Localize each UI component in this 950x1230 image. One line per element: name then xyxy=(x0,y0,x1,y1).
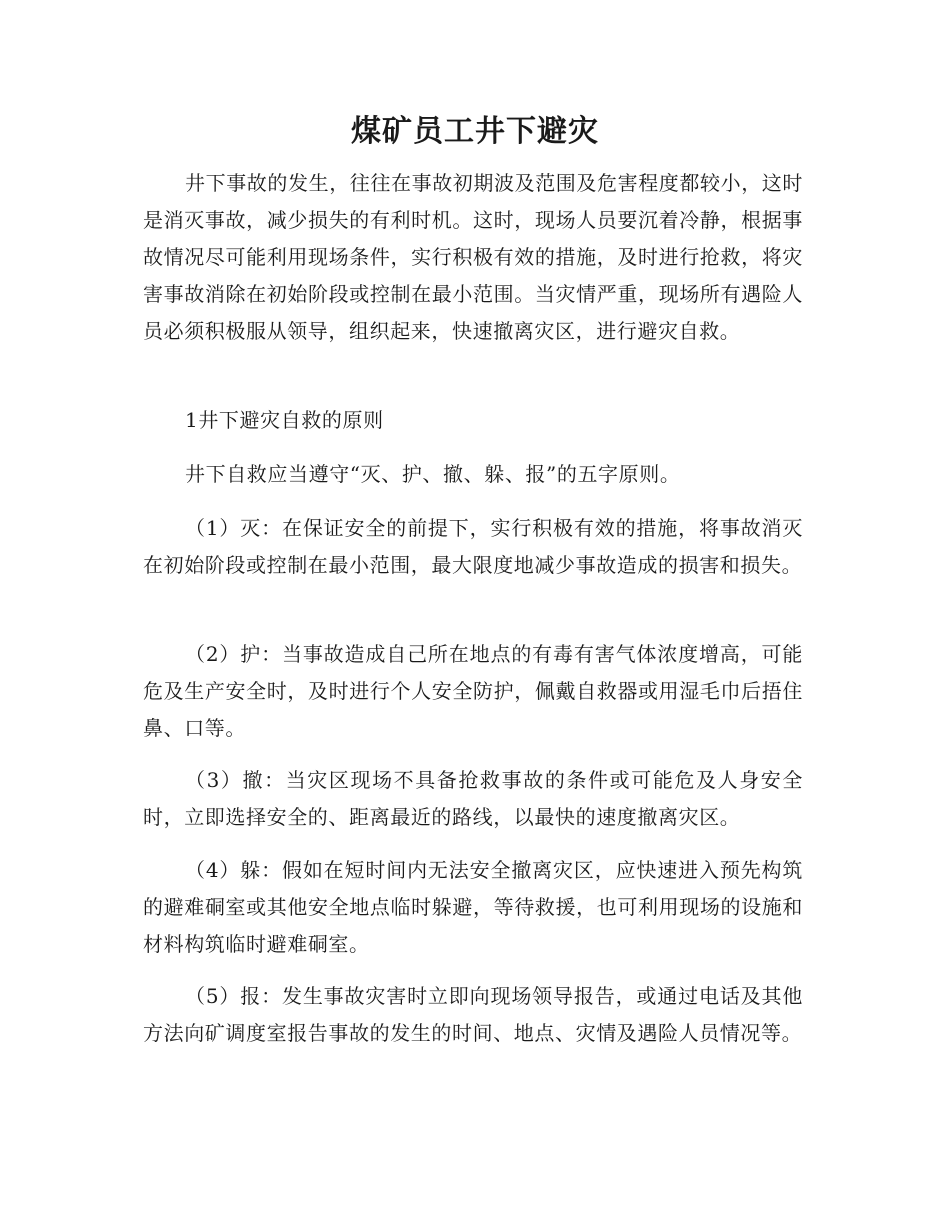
intro-paragraph: 井下事故的发生，往往在事故初期波及范围及危害程度都较小，这时是消灭事故，减少损失的有利时机。这时，现场人员要沉着冷静，根据事故情况尽可能利用现场条件，实行积极有效的措施，及时进行抢救，将灾害事故消除在初始阶段或控制在最小范围。当灾情严重，现场所有遇险人员必须积极服从领导，组织起来，快速撤离灾区，进行避灾自救。 xyxy=(143,171,803,343)
principle-statement: 井下自救应当遵守“灭、护、撤、躲、报”的五字原则。 xyxy=(185,462,681,486)
page-title: 煤矿员工井下避灾 xyxy=(351,114,599,149)
principle-item-shelter: （4）躲：假如在短时间内无法安全撤离灾区，应快速进入预先构筑的避难硐室或其他安全地点临时躲避，等待救援，也可利用现场的设施和材料构筑临时避难硐室。 xyxy=(143,858,803,956)
principle-item-protect: （2）护：当事故造成自己所在地点的有毒有害气体浓度增高，可能危及生产安全时，及时进行个人安全防护，佩戴自救器或用湿毛巾后捂住鼻、口等。 xyxy=(143,642,803,740)
principle-item-evacuate: （3）撤：当灾区现场不具备抢救事故的条件或可能危及人身安全时，立即选择安全的、距离最近的路线，以最快的速度撤离灾区。 xyxy=(143,768,803,829)
section-heading: 1井下避灾自救的原则 xyxy=(185,408,384,432)
principle-item-report: （5）报：发生事故灾害时立即向现场领导报告，或通过电话及其他方法向矿调度室报告事故的发生的时间、地点、灾情及遇险人员情况等。 xyxy=(143,984,803,1045)
principle-item-extinguish: （1）灭：在保证安全的前提下，实行积极有效的措施，将事故消灭在初始阶段或控制在最小范围，最大限度地减少事故造成的损害和损失。 xyxy=(143,516,803,577)
